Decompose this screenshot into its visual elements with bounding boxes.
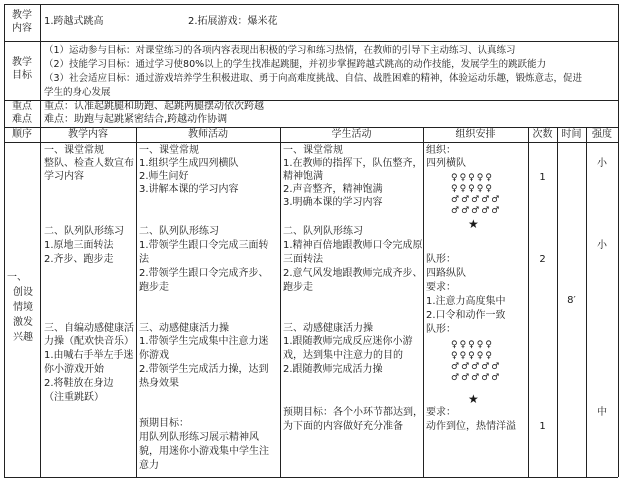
hollow-figures-row: ♀♀♀♀♀ xyxy=(451,184,494,194)
student-text: 戏，达到集中注意力的目的 xyxy=(283,350,403,361)
org-text: 要求： xyxy=(426,282,456,293)
student-text: 1.在教师的指挥下，队伍整齐， xyxy=(283,158,423,169)
content-text: （注重跳跃） xyxy=(44,392,104,403)
row-line xyxy=(4,41,618,42)
col-line xyxy=(586,127,587,477)
student-text: 三、动感健康活力操 xyxy=(283,323,373,334)
goals-label-1: 教学 xyxy=(12,57,32,68)
col-line xyxy=(136,127,137,477)
header-time: 时间 xyxy=(561,129,582,140)
col-line xyxy=(4,4,5,477)
header-times: 次数 xyxy=(532,129,553,140)
student-text: 3.明确本课的学习内容 xyxy=(283,197,383,208)
teacher-text: 1.组织学生成四列横队 xyxy=(139,158,239,169)
times-value: 1 xyxy=(539,421,546,432)
student-text: 跑步走 xyxy=(283,282,313,293)
student-text: 2.跟随教师完成活力操 xyxy=(283,364,383,375)
keypoints-label-2: 难点 xyxy=(12,114,32,125)
teacher-star-icon: ★ xyxy=(468,217,479,231)
org-text: 队形： xyxy=(426,324,456,335)
time-value: 8′ xyxy=(567,295,576,306)
intensity-value: 中 xyxy=(597,407,607,418)
teacher-text: 意力 xyxy=(139,460,159,471)
content-text: 1.由喊右手举左手迷 xyxy=(44,350,134,361)
teacher-text: 一、课堂常规 xyxy=(139,145,199,156)
content-text: 学习内容 xyxy=(44,171,84,182)
org-text: 组织： xyxy=(426,145,456,156)
content-text: 2.齐步、跑步走 xyxy=(44,254,114,265)
section-label: 创设 xyxy=(13,287,33,298)
teacher-text: 1.带领学生完成集中注意力迷 xyxy=(139,336,269,347)
teacher-text: 跑步走 xyxy=(139,282,169,293)
org-text: 2.口令和动作一致 xyxy=(426,310,506,321)
teacher-text: 预期目标： xyxy=(139,418,189,429)
row-line xyxy=(4,477,618,478)
col-line xyxy=(280,127,281,477)
col-line xyxy=(40,4,41,477)
student-text: 2.声音整齐，精神饱满 xyxy=(283,184,383,195)
times-value: 2 xyxy=(539,254,546,265)
content-text: 2.将鞋放在身边 xyxy=(44,378,114,389)
teacher-text: 三、动感健康活力操 xyxy=(139,323,229,334)
teacher-text: 1.带领学生跟口令完成三面转 xyxy=(139,240,269,251)
student-text: 为下面的内容做好充分准备 xyxy=(283,421,403,432)
student-text: 1.精神百倍地跟教师口令完成原 xyxy=(283,240,423,251)
teacher-text: 热身效果 xyxy=(139,378,179,389)
hollow-figures-row: ♀♀♀♀♀ xyxy=(451,340,494,350)
student-text: 1.跟随教师完成反应迷你小游 xyxy=(283,336,413,347)
header-content: 教学内容 xyxy=(68,129,108,140)
student-text: 预期目标：各个小环节都达到， xyxy=(283,407,423,418)
solid-figures-row: ♂♂♂♂♂ xyxy=(451,373,502,383)
intensity-value: 小 xyxy=(597,240,607,251)
content-text: 二、队列队形练习 xyxy=(44,226,124,237)
goal-line: （1）运动参与目标：对课堂练习的各项内容表现出积极的学习和练习热情，在教师的引导下主动练习、认真练习 xyxy=(44,45,516,56)
col-line xyxy=(423,127,424,477)
hollow-figures-row: ♀♀♀♀♀ xyxy=(451,173,494,183)
org-text: 1.注意力高度集中 xyxy=(426,296,506,307)
org-text: 四路纵队 xyxy=(426,268,466,279)
solid-figures-row: ♂♂♂♂♂ xyxy=(451,206,502,216)
org-text: 要求： xyxy=(426,407,456,418)
content-label-1: 教学 xyxy=(12,10,32,21)
content-text: 力操（配欢快音乐） xyxy=(44,336,134,347)
teacher-text: 法 xyxy=(139,254,149,265)
student-text: 一、课堂常规 xyxy=(283,145,343,156)
header-organization: 组织安排 xyxy=(455,129,496,140)
keypoints-label-1: 重点 xyxy=(12,101,32,112)
key-point-text: 重点：认准起跳腿和助跑、起跳两腿摆动依次跨越 xyxy=(44,101,264,112)
section-label: 兴趣 xyxy=(13,332,33,343)
teacher-star-icon: ★ xyxy=(468,392,479,406)
goal-line: （3）社会适应目标：通过游戏培养学生积极进取、勇于向高难度挑战、自信、战胜困难的精神，体验运动乐趣，锻炼意志，促进 xyxy=(44,73,583,84)
solid-figures-row: ♂♂♂♂♂ xyxy=(451,362,502,372)
teacher-text: 2.带领学生完成活力操，达到 xyxy=(139,364,269,375)
org-text: 队形： xyxy=(426,254,456,265)
student-text: 精神饱满 xyxy=(283,171,323,182)
teacher-text: 2.带领学生跟口令完成齐步、 xyxy=(139,268,269,279)
solid-figures-row: ♂♂♂♂♂ xyxy=(451,195,502,205)
difficulty-text: 难点：助跑与起跳紧密结合,跨越动作协调 xyxy=(44,114,228,125)
org-text: 动作到位，热情洋溢 xyxy=(426,421,516,432)
student-text: 三面转法 xyxy=(283,254,323,265)
goals-label-2: 目标 xyxy=(12,70,32,81)
content-text: 1.原地三面转法 xyxy=(44,240,114,251)
content-label-2: 内容 xyxy=(12,23,32,34)
hollow-figures-row: ♀♀♀♀♀ xyxy=(451,351,494,361)
teacher-text: 貌，用迷你小游戏集中学生注 xyxy=(139,446,269,457)
section-label: 情境 xyxy=(13,302,33,313)
row-line xyxy=(4,127,618,128)
teacher-text: 二、队列队形练习 xyxy=(139,226,219,237)
content-text: 你小游戏开始 xyxy=(44,364,104,375)
row-line xyxy=(4,142,618,143)
teacher-text: 用队列队形练习展示精神风 xyxy=(139,432,259,443)
content-text: 三、自编动感健康活 xyxy=(44,323,134,334)
header-intensity: 强度 xyxy=(592,129,612,140)
content-item-2: 2.拓展游戏：爆米花 xyxy=(188,16,278,27)
content-text: 一、课堂常规 xyxy=(44,145,104,156)
goal-line: （2）技能学习目标：通过学习使80%以上的学生找准起跳腿，并初步掌握跨越式跳高的动作技能，发展学生的跳跃能力 xyxy=(44,59,547,70)
header-teacher: 教师活动 xyxy=(188,129,228,140)
student-text: 2.意气风发地跟教师完成齐步、 xyxy=(283,268,423,279)
section-label: 激发 xyxy=(13,317,33,328)
row-line xyxy=(4,4,618,5)
goal-line: 学生的身心发展 xyxy=(44,87,111,98)
col-line xyxy=(618,4,619,477)
content-item-1: 1.跨越式跳高 xyxy=(44,16,104,27)
teacher-text: 你游戏 xyxy=(139,350,169,361)
section-label: 一、 xyxy=(7,272,27,283)
header-student: 学生活动 xyxy=(331,129,372,140)
teacher-text: 3.讲解本课的学习内容 xyxy=(139,184,239,195)
org-text: 四列横队 xyxy=(426,158,466,169)
header-order: 顺序 xyxy=(12,129,32,140)
intensity-value: 小 xyxy=(597,158,607,169)
content-text: 整队、检查人数宣布 xyxy=(44,158,134,169)
student-text: 二、队列队形练习 xyxy=(283,226,363,237)
teacher-text: 2.师生问好 xyxy=(139,171,189,182)
times-value: 1 xyxy=(539,172,546,183)
